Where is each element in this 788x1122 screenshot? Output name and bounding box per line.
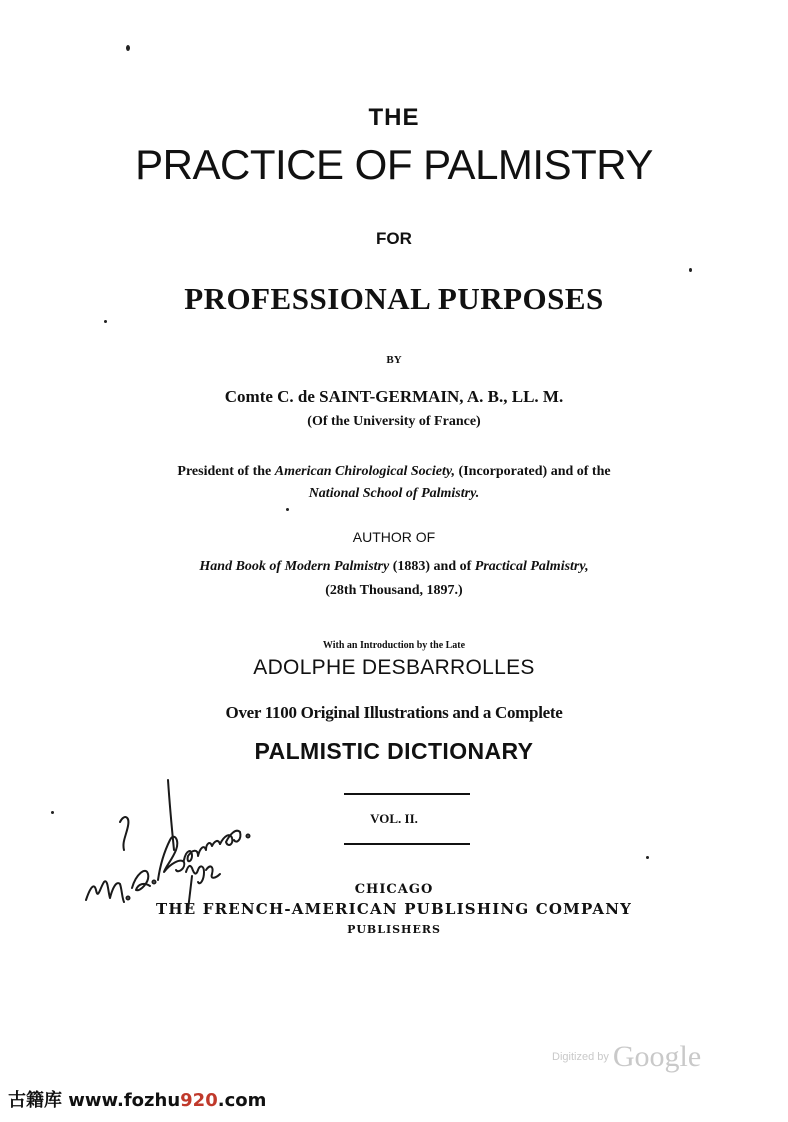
book-subtitle: PROFESSIONAL PURPOSES [184, 281, 604, 316]
illustrations-line: Over 1100 Original Illustrations and a Complete [225, 703, 563, 722]
books-line [0, 559, 788, 575]
national-school: National School of Palmistry. [308, 486, 480, 501]
dictionary-title: PALMISTIC DICTIONARY [254, 738, 534, 764]
title-the: THE [368, 104, 420, 131]
book1-year: (1883) and of [389, 559, 475, 574]
scan-speck [286, 508, 289, 511]
author-name: Comte C. de SAINT-GERMAIN, A. B., LL. M. [224, 387, 564, 406]
president-mid: (Incorporated) and of the [455, 464, 611, 479]
book1-title: Hand Book of Modern Palmistry [199, 559, 390, 574]
digitized-by-label: Digitized by [552, 1051, 609, 1063]
watermark-suffix: .com [217, 1090, 267, 1111]
scan-speck [104, 320, 107, 323]
by-label: BY [386, 354, 402, 366]
scan-speck [126, 45, 130, 51]
scan-speck [646, 856, 649, 859]
watermark-prefix: 古籍库 www.fozhu [8, 1090, 181, 1111]
thousand-line: (28th Thousand, 1897.) [325, 583, 463, 598]
google-digitized-mark [552, 1040, 701, 1074]
publisher-name: THE FRENCH-AMERICAN PUBLISHING COMPANY [155, 900, 633, 918]
title-for: FOR [376, 229, 412, 248]
handwritten-signature [80, 770, 270, 940]
publishers-label: PUBLISHERS [347, 923, 441, 936]
president-prefix: President of the [177, 464, 275, 479]
scan-speck [51, 811, 54, 814]
divider-bottom [344, 843, 470, 845]
imprint-city: CHICAGO [354, 882, 434, 897]
site-watermark [8, 1086, 266, 1112]
scan-speck [689, 268, 692, 272]
watermark-number: 920 [180, 1090, 218, 1111]
president-line [0, 464, 788, 480]
introduction-line: With an Introduction by the Late [322, 640, 466, 651]
book-title: PRACTICE OF PALMISTRY [135, 141, 653, 188]
google-wordmark: Google [612, 1040, 702, 1073]
volume-label: VOL. II. [370, 811, 418, 826]
author-of-heading: AUTHOR OF [352, 529, 436, 545]
divider-top [344, 793, 470, 795]
society-name: American Chirological Society, [274, 464, 456, 479]
author-affiliation: (Of the University of France) [307, 414, 481, 429]
introduction-author: ADOLPHE DESBARROLLES [253, 656, 535, 679]
book2-title: Practical Palmistry, [474, 559, 589, 574]
